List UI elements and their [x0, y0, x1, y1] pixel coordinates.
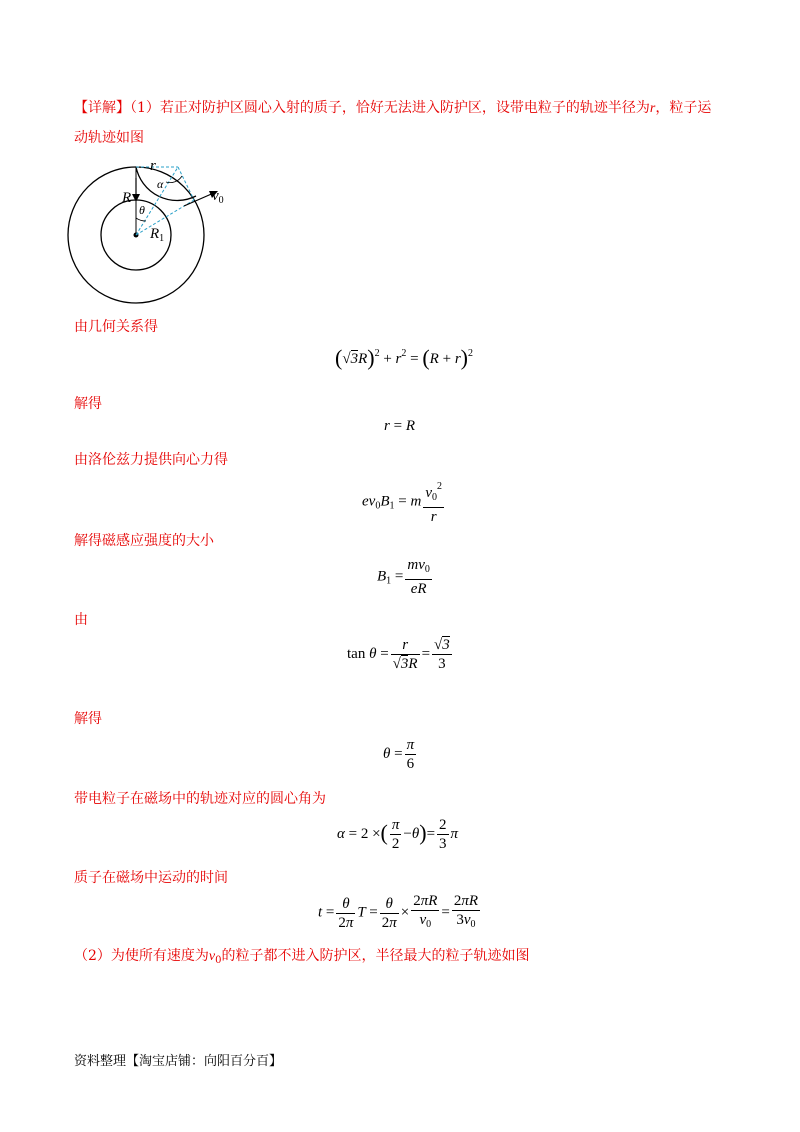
- footer-source: 资料整理【淘宝店铺：向阳百分百】: [74, 1054, 283, 1069]
- text-solve-B: 解得磁感应强度的大小: [74, 533, 214, 549]
- eq-B1: $B_1$ = $\frac{mv_0}{eR}$: [377, 557, 430, 597]
- trajectory-arc: [136, 167, 196, 200]
- eq-r-equals-R: r = R: [384, 418, 415, 434]
- eq-tan-theta: tan θ = $\frac{r}{√3R}$ = $\frac{√3}{3}$: [347, 637, 450, 672]
- intro-line-1: [74, 98, 711, 119]
- eq-time: t = $\frac{\theta}{2\pi}$ T = $\frac{\theta}{2\pi}$ × $\frac{2\pi R}{v_0}$ = $\frac{2\pi R}{3v_0}$: [318, 893, 479, 931]
- intro-text-end: ，粒子运: [655, 100, 712, 116]
- text-central-angle: 带电粒子在磁场中的轨迹对应的圆心角为: [74, 791, 326, 807]
- text-time: 质子在磁场中运动的时间: [74, 870, 228, 886]
- text-solve-1: 解得: [74, 396, 102, 412]
- text-part-2: （2）为使所有速度为$v_0$的粒子都不进入防护区，半径最大的粒子轨迹如图: [74, 948, 530, 966]
- text-geometry: 由几何关系得: [74, 319, 158, 335]
- eq-lorentz: $ev_0B_1 = m$ $\frac{v_0^2}{r}$: [362, 478, 446, 526]
- radius-symbol: r: [649, 101, 656, 116]
- label-alpha: α: [157, 177, 164, 191]
- label-R1: $R_1$: [150, 226, 165, 244]
- eq-alpha: α = 2 ×( $\frac{\pi}{2}$ −θ)= $\frac{2}{3}$ π: [337, 817, 459, 852]
- label-v0: $v_0$: [212, 188, 224, 206]
- text-from: 由: [74, 612, 88, 628]
- label-theta: θ: [139, 203, 145, 217]
- entry-arrow-head: [132, 194, 140, 202]
- eq-geometry: $(√3R)^2 + r^2 = (R + r)^2$: [335, 345, 473, 370]
- eq-theta: θ = $\frac{\pi}{6}$: [383, 737, 415, 772]
- intro-text: （1）若正对防护区圆心入射的质子，恰好无法进入防护区，设带电粒子的轨迹半径为: [130, 100, 650, 116]
- label-R: R: [122, 190, 132, 206]
- text-lorentz: 由洛伦兹力提供向心力得: [74, 452, 228, 468]
- text-solve-2: 解得: [74, 711, 102, 727]
- label-r: r: [150, 158, 156, 174]
- intro-line-2: 动轨迹如图: [74, 130, 144, 146]
- detail-tag: 【详解】: [74, 100, 130, 116]
